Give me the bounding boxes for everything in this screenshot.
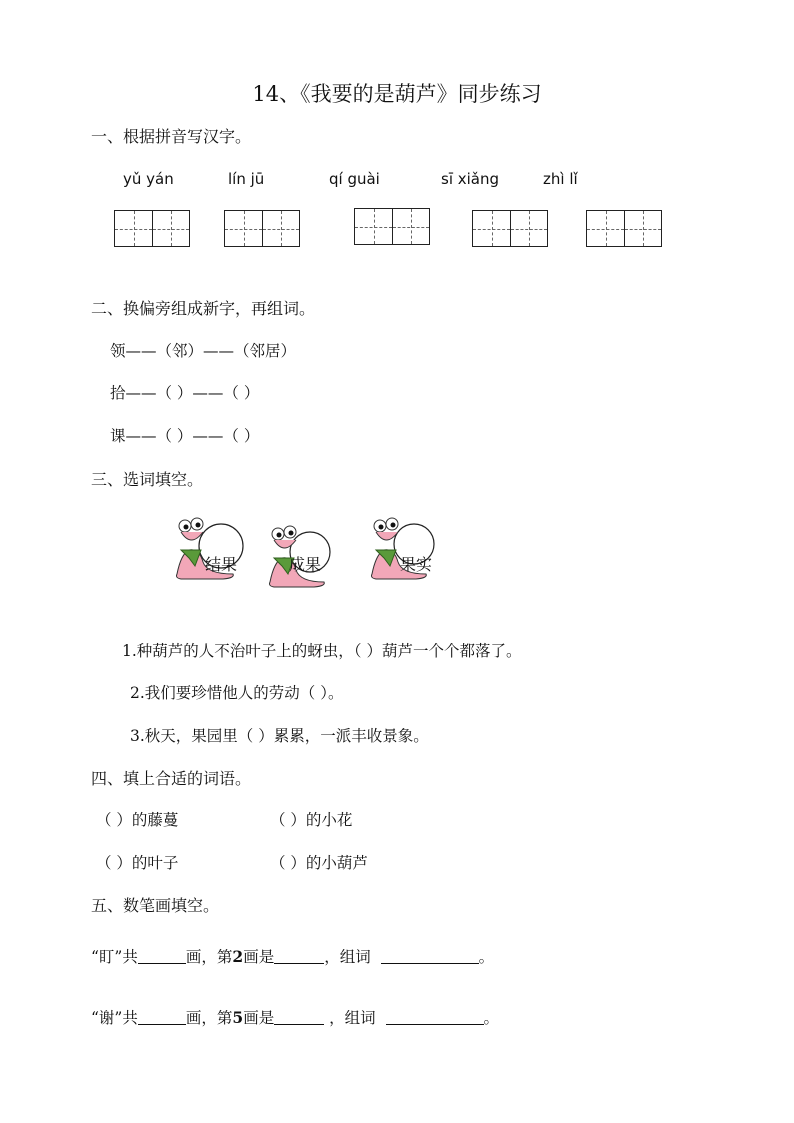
section-1-heading: 一、根据拼音写汉字。 [91, 127, 252, 146]
target-char: “盯” [91, 948, 123, 966]
word-blank[interactable] [381, 947, 479, 964]
word-blank[interactable] [386, 1008, 484, 1025]
label-shi: 画是 [243, 1009, 275, 1027]
stroke-count-blank[interactable] [138, 1008, 186, 1025]
radical-row-3: 课——（ ）——（ ） [110, 427, 260, 445]
section-3-heading: 三、选词填空。 [91, 470, 204, 489]
fill-question-1: 1.种葫芦的人不治叶子上的蚜虫，（ ）葫芦一个个都落了。 [122, 642, 522, 660]
fill-question-2: 2.我们要珍惜他人的劳动（ ）。 [130, 684, 344, 702]
stroke-number: 2 [232, 947, 244, 966]
section-2-heading: 二、换偏旁组成新字，再组词。 [91, 299, 316, 318]
pinyin-2: lín jū [228, 170, 265, 188]
writing-grid-3[interactable] [354, 208, 430, 245]
radical-row-1: 领——（邻）——（邻居） [110, 342, 297, 360]
stroke-count-blank[interactable] [138, 947, 186, 964]
label-end: 。 [483, 1009, 500, 1027]
phrase-blank-4: （ ）的小葫芦 [270, 854, 368, 872]
fill-question-3: 3.秋天，果园里（ ）累累，一派丰收景象。 [130, 727, 429, 745]
word-option-1: 结果 [205, 555, 238, 574]
writing-grid-1[interactable] [114, 210, 190, 247]
label-hua: 画，第 [185, 1009, 233, 1027]
target-char: “谢” [91, 1009, 123, 1027]
word-option-3: 果实 [400, 555, 433, 574]
stroke-number: 5 [232, 1008, 244, 1027]
pinyin-1: yǔ yán [123, 170, 174, 188]
label-gong: 共 [122, 948, 138, 966]
page-title: 14、《我要的是葫芦》同步练习 [252, 82, 542, 106]
pinyin-5: zhì lǐ [543, 170, 578, 188]
label-hua: 画，第 [185, 948, 233, 966]
label-zuci: ，组词 [324, 948, 371, 966]
writing-grid-5[interactable] [586, 210, 662, 247]
writing-grid-4[interactable] [472, 210, 548, 247]
stroke-name-blank[interactable] [274, 1008, 324, 1025]
word-option-2: 成果 [289, 555, 322, 574]
label-gong: 共 [122, 1009, 138, 1027]
pinyin-3: qí guài [329, 170, 380, 188]
section-4-heading: 四、填上合适的词语。 [91, 769, 252, 788]
stroke-row-2 [91, 1006, 499, 1028]
phrase-blank-2: （ ）的小花 [270, 811, 353, 829]
section-5-heading: 五、数笔画填空。 [91, 896, 220, 915]
writing-grid-2[interactable] [224, 210, 300, 247]
label-shi: 画是 [243, 948, 275, 966]
label-end: 。 [478, 948, 495, 966]
radical-row-2: 拾——（ ）——（ ） [110, 384, 260, 402]
stroke-name-blank[interactable] [274, 947, 324, 964]
stroke-row-1 [91, 945, 494, 967]
phrase-blank-3: （ ）的叶子 [96, 854, 179, 872]
pinyin-4: sī xiǎng [441, 170, 500, 188]
phrase-blank-1: （ ）的藤蔓 [96, 811, 179, 829]
label-zuci: ，组词 [329, 1009, 376, 1027]
